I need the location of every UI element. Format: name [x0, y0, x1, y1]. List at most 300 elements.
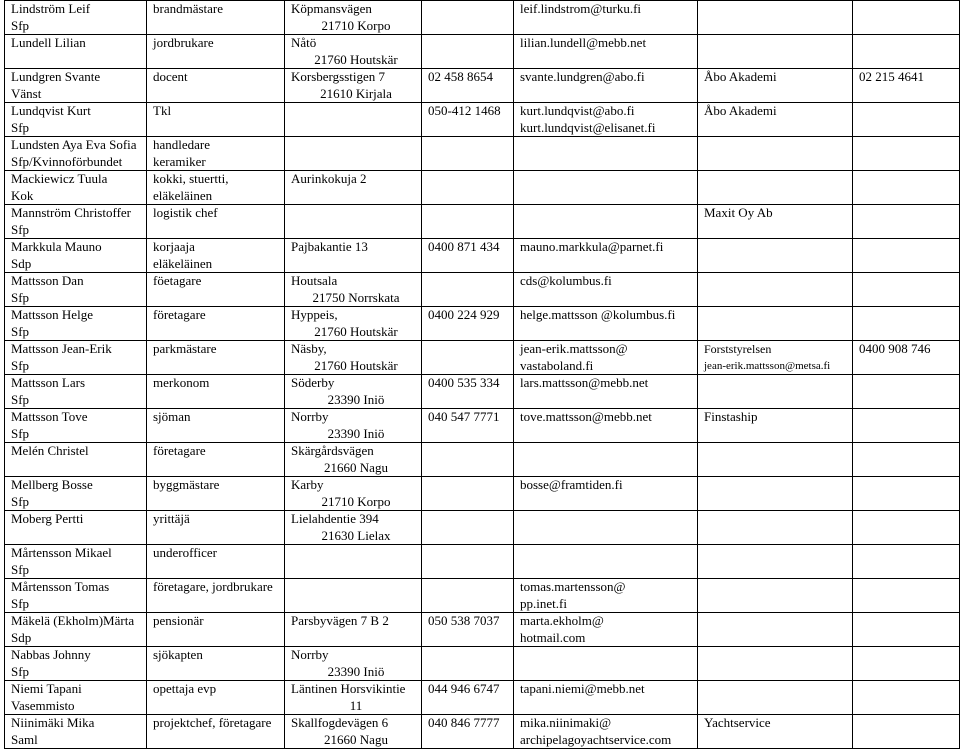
- phone-line: 050-412 1468: [428, 103, 501, 118]
- email-cell: [514, 613, 698, 647]
- member-name-line: Sfp: [11, 119, 30, 135]
- employer-cell: [698, 69, 853, 103]
- occupation-cell: [147, 103, 285, 137]
- work-phone-cell: [853, 1, 960, 35]
- member-name-line: Nabbas Johnny: [11, 647, 91, 662]
- table-row: [5, 137, 960, 171]
- address-line: 21760 Houtskär: [314, 357, 398, 373]
- phone-cell: [422, 273, 514, 307]
- email-cell: [514, 341, 698, 375]
- member-name-line: Mannström Christoffer: [11, 205, 131, 220]
- occupation-cell: [147, 681, 285, 715]
- address-cell: [285, 579, 422, 613]
- address-cell: [285, 613, 422, 647]
- table-row: [5, 715, 960, 749]
- member-name-cell: [5, 715, 147, 749]
- table-row: [5, 647, 960, 681]
- phone-cell: [422, 375, 514, 409]
- occupation-line: jordbrukare: [153, 35, 214, 50]
- employer-cell: [698, 545, 853, 579]
- member-name-line: Mäkelä (Ekholm)Märta: [11, 613, 135, 628]
- employer-cell: [698, 205, 853, 239]
- email-line[interactable]: pp.inet.fi: [520, 595, 567, 611]
- work-phone-cell: [853, 137, 960, 171]
- phone-cell: [422, 205, 514, 239]
- work-phone-cell: [853, 239, 960, 273]
- email-cell: [514, 273, 698, 307]
- occupation-line: föetagare: [153, 273, 202, 288]
- member-name-cell: [5, 579, 147, 613]
- table-row: [5, 375, 960, 409]
- email-line[interactable]: tapani.niemi@mebb.net: [520, 681, 645, 696]
- member-name-line: Melén Christel: [11, 443, 89, 458]
- member-name-line: Sfp: [11, 595, 30, 611]
- employer-cell: [698, 613, 853, 647]
- occupation-cell: [147, 545, 285, 579]
- phone-cell: [422, 171, 514, 205]
- email-cell: [514, 1, 698, 35]
- address-cell: [285, 511, 422, 545]
- address-line: Pajbakantie 13: [291, 239, 368, 254]
- email-line[interactable]: tomas.martensson@: [520, 579, 626, 594]
- occupation-cell: [147, 613, 285, 647]
- phone-line: 0400 224 929: [428, 307, 500, 322]
- email-cell: [514, 103, 698, 137]
- member-name-cell: [5, 409, 147, 443]
- work-phone-line: 02 215 4641: [859, 69, 924, 84]
- table-row: [5, 579, 960, 613]
- member-name-line: Lundgren Svante: [11, 69, 101, 84]
- occupation-cell: [147, 307, 285, 341]
- email-cell: [514, 443, 698, 477]
- work-phone-cell: [853, 69, 960, 103]
- phone-cell: [422, 137, 514, 171]
- employer-cell: [698, 1, 853, 35]
- email-line[interactable]: cds@kolumbus.fi: [520, 273, 612, 288]
- member-name-line: Markkula Mauno: [11, 239, 102, 254]
- email-cell: [514, 409, 698, 443]
- phone-cell: [422, 103, 514, 137]
- member-name-cell: [5, 69, 147, 103]
- member-name-cell: [5, 545, 147, 579]
- email-cell: [514, 69, 698, 103]
- phone-line: 0400 871 434: [428, 239, 500, 254]
- employer-cell: [698, 137, 853, 171]
- address-line: Skallfogdevägen 6: [291, 715, 389, 730]
- phone-cell: [422, 69, 514, 103]
- address-cell: [285, 375, 422, 409]
- address-line: 21610 Kirjala: [320, 85, 392, 101]
- email-cell: [514, 307, 698, 341]
- email-line[interactable]: jean-erik.mattsson@: [520, 341, 628, 356]
- occupation-line: parkmästare: [153, 341, 217, 356]
- phone-line: 050 538 7037: [428, 613, 500, 628]
- address-line: Skärgårdsvägen: [291, 443, 374, 458]
- member-name-line: Lundell Lilian: [11, 35, 86, 50]
- employer-cell: [698, 409, 853, 443]
- email-cell: [514, 545, 698, 579]
- occupation-line: byggmästare: [153, 477, 220, 492]
- member-name-cell: [5, 239, 147, 273]
- address-line: Hyppeis,: [291, 307, 338, 322]
- work-phone-cell: [853, 307, 960, 341]
- member-name-cell: [5, 137, 147, 171]
- member-name-cell: [5, 35, 147, 69]
- employer-cell: [698, 375, 853, 409]
- email-line[interactable]: tove.mattsson@mebb.net: [520, 409, 652, 424]
- member-name-line: Saml: [11, 731, 38, 747]
- employer-cell: [698, 307, 853, 341]
- phone-cell: [422, 579, 514, 613]
- address-cell: [285, 171, 422, 205]
- employer-cell: [698, 239, 853, 273]
- phone-line: 02 458 8654: [428, 69, 493, 84]
- address-line: 21710 Korpo: [321, 17, 391, 33]
- employer-line: Finstaship: [704, 409, 758, 424]
- phone-cell: [422, 545, 514, 579]
- address-line: Norrby: [291, 647, 329, 662]
- work-phone-cell: [853, 205, 960, 239]
- member-name-line: Sfp: [11, 493, 30, 509]
- email-cell: [514, 477, 698, 511]
- phone-cell: [422, 443, 514, 477]
- address-cell: [285, 443, 422, 477]
- occupation-line: sjökapten: [153, 647, 203, 662]
- work-phone-cell: [853, 35, 960, 69]
- table-row: [5, 511, 960, 545]
- member-name-line: Sfp: [11, 425, 30, 441]
- occupation-line: pensionär: [153, 613, 204, 628]
- address-cell: [285, 35, 422, 69]
- address-line: Aurinkokuja 2: [291, 171, 367, 186]
- address-cell: [285, 409, 422, 443]
- employer-cell: [698, 341, 853, 375]
- address-cell: [285, 545, 422, 579]
- address-cell: [285, 715, 422, 749]
- table-row: [5, 681, 960, 715]
- table-row: [5, 273, 960, 307]
- table-row: [5, 171, 960, 205]
- work-phone-cell: [853, 545, 960, 579]
- occupation-line: kokki, stuertti,: [153, 171, 229, 186]
- email-line[interactable]: marta.ekholm@: [520, 613, 604, 628]
- address-cell: [285, 681, 422, 715]
- address-line: 21760 Houtskär: [314, 51, 398, 67]
- table-row: [5, 205, 960, 239]
- occupation-cell: [147, 239, 285, 273]
- address-line: Korsbergsstigen 7: [291, 69, 386, 84]
- address-cell: [285, 205, 422, 239]
- employer-line: Maxit Oy Ab: [704, 205, 773, 220]
- member-name-line: Mattsson Jean-Erik: [11, 341, 112, 356]
- address-cell: [285, 69, 422, 103]
- email-line[interactable]: lilian.lundell@mebb.net: [520, 35, 647, 50]
- work-phone-cell: [853, 375, 960, 409]
- occupation-cell: [147, 171, 285, 205]
- occupation-cell: [147, 511, 285, 545]
- member-name-cell: [5, 307, 147, 341]
- occupation-cell: [147, 579, 285, 613]
- email-line[interactable]: mauno.markkula@parnet.fi: [520, 239, 664, 254]
- phone-line: 0400 535 334: [428, 375, 500, 390]
- member-name-cell: [5, 443, 147, 477]
- occupation-cell: [147, 137, 285, 171]
- work-phone-cell: [853, 613, 960, 647]
- email-cell: [514, 511, 698, 545]
- address-line: Houtsala: [291, 273, 338, 288]
- employer-cell: [698, 35, 853, 69]
- email-cell: [514, 579, 698, 613]
- address-line: 21760 Houtskär: [314, 323, 398, 339]
- work-phone-cell: [853, 511, 960, 545]
- table-row: [5, 409, 960, 443]
- occupation-line: docent: [153, 69, 188, 84]
- employer-cell: [698, 443, 853, 477]
- member-name-line: Moberg Pertti: [11, 511, 84, 526]
- work-phone-cell: [853, 477, 960, 511]
- occupation-line: företagare: [153, 307, 206, 322]
- phone-cell: [422, 647, 514, 681]
- email-cell: [514, 375, 698, 409]
- address-cell: [285, 341, 422, 375]
- occupation-line: korjaaja: [153, 239, 195, 254]
- email-line[interactable]: kurt.lundqvist@elisanet.fi: [520, 119, 656, 135]
- address-cell: [285, 307, 422, 341]
- email-cell: [514, 681, 698, 715]
- employer-line: jean-erik.mattsson@metsa.fi: [704, 359, 831, 372]
- phone-line: 044 946 6747: [428, 681, 500, 696]
- occupation-line: eläkeläinen: [153, 255, 213, 271]
- address-line: Norrby: [291, 409, 329, 424]
- phone-cell: [422, 239, 514, 273]
- member-name-line: Sfp: [11, 17, 30, 33]
- member-name-cell: [5, 103, 147, 137]
- address-line: 21630 Lielax: [321, 527, 391, 543]
- member-name-line: Vasemmisto: [11, 697, 75, 713]
- employer-cell: [698, 647, 853, 681]
- work-phone-cell: [853, 579, 960, 613]
- table-row: [5, 1, 960, 35]
- member-name-cell: [5, 205, 147, 239]
- address-line: 23390 Iniö: [327, 663, 385, 679]
- occupation-cell: [147, 477, 285, 511]
- member-name-line: Mattsson Dan: [11, 273, 84, 288]
- occupation-cell: [147, 273, 285, 307]
- member-name-cell: [5, 375, 147, 409]
- occupation-line: logistik chef: [153, 205, 218, 220]
- work-phone-cell: [853, 647, 960, 681]
- work-phone-cell: [853, 681, 960, 715]
- phone-cell: [422, 409, 514, 443]
- address-cell: [285, 103, 422, 137]
- occupation-line: Tkl: [153, 103, 172, 118]
- work-phone-cell: [853, 443, 960, 477]
- table-row: [5, 239, 960, 273]
- email-cell: [514, 35, 698, 69]
- work-phone-cell: [853, 409, 960, 443]
- address-line: Lielahdentie 394: [291, 511, 379, 526]
- email-line[interactable]: leif.lindstrom@turku.fi: [520, 1, 642, 16]
- employer-cell: [698, 103, 853, 137]
- employer-cell: [698, 715, 853, 749]
- occupation-cell: [147, 647, 285, 681]
- email-line[interactable]: vastaboland.fi: [520, 357, 594, 373]
- member-name-line: Lindström Leif: [11, 1, 91, 16]
- address-line: 21660 Nagu: [324, 459, 388, 475]
- address-line: Nåtö: [291, 35, 317, 50]
- work-phone-line: 0400 908 746: [859, 341, 931, 356]
- address-line: Parsbyvägen 7 B 2: [291, 613, 389, 628]
- member-name-line: Mattsson Lars: [11, 375, 86, 390]
- member-name-cell: [5, 341, 147, 375]
- employer-cell: [698, 273, 853, 307]
- address-cell: [285, 647, 422, 681]
- phone-line: 040 547 7771: [428, 409, 500, 424]
- occupation-line: företagare, jordbrukare: [153, 579, 273, 594]
- work-phone-cell: [853, 273, 960, 307]
- member-name-line: Lundqvist Kurt: [11, 103, 91, 118]
- occupation-line: företagare: [153, 443, 206, 458]
- phone-cell: [422, 715, 514, 749]
- address-cell: [285, 239, 422, 273]
- email-cell: [514, 171, 698, 205]
- phone-line: 040 846 7777: [428, 715, 500, 730]
- email-line[interactable]: lars.mattsson@mebb.net: [520, 375, 649, 390]
- email-cell: [514, 137, 698, 171]
- member-name-line: Niemi Tapani: [11, 681, 82, 696]
- member-name-line: Sfp: [11, 323, 30, 339]
- member-name-cell: [5, 511, 147, 545]
- member-name-line: Sfp: [11, 391, 30, 407]
- occupation-line: handledare: [153, 137, 211, 152]
- email-line[interactable]: hotmail.com: [520, 629, 586, 645]
- occupation-line: yrittäjä: [153, 511, 190, 526]
- email-cell: [514, 647, 698, 681]
- member-name-cell: [5, 273, 147, 307]
- email-line[interactable]: kurt.lundqvist@abo.fi: [520, 103, 635, 118]
- table-row: [5, 545, 960, 579]
- email-line[interactable]: bosse@framtiden.fi: [520, 477, 623, 492]
- member-name-line: Mattsson Helge: [11, 307, 93, 322]
- email-cell: [514, 205, 698, 239]
- member-name-line: Niinimäki Mika: [11, 715, 95, 730]
- phone-cell: [422, 681, 514, 715]
- occupation-cell: [147, 375, 285, 409]
- member-name-cell: [5, 1, 147, 35]
- member-name-cell: [5, 477, 147, 511]
- address-cell: [285, 273, 422, 307]
- address-line: 23390 Iniö: [327, 425, 385, 441]
- work-phone-cell: [853, 341, 960, 375]
- member-name-line: Mackiewicz Tuula: [11, 171, 108, 186]
- member-name-cell: [5, 681, 147, 715]
- address-line: Karby: [291, 477, 324, 492]
- employer-cell: [698, 477, 853, 511]
- employer-cell: [698, 171, 853, 205]
- member-name-line: Lundsten Aya Eva Sofia: [11, 137, 137, 152]
- occupation-line: underofficer: [153, 545, 218, 560]
- address-line: 21710 Korpo: [321, 493, 391, 509]
- table-row: [5, 477, 960, 511]
- address-line: Söderby: [291, 375, 335, 390]
- address-line: 11: [349, 697, 363, 713]
- occupation-line: brandmästare: [153, 1, 224, 16]
- occupation-cell: [147, 35, 285, 69]
- address-line: Läntinen Horsvikintie: [291, 681, 406, 696]
- email-line[interactable]: svante.lundgren@abo.fi: [520, 69, 645, 84]
- member-name-line: Sdp: [11, 629, 32, 645]
- occupation-line: opettaja evp: [153, 681, 217, 696]
- member-name-line: Sfp: [11, 221, 30, 237]
- employer-cell: [698, 681, 853, 715]
- employer-line: Åbo Akademi: [704, 69, 777, 84]
- table-row: [5, 341, 960, 375]
- occupation-line: keramiker: [153, 153, 206, 169]
- table-row: [5, 35, 960, 69]
- employer-cell: [698, 579, 853, 613]
- occupation-line: projektchef, företagare: [153, 715, 272, 730]
- phone-cell: [422, 341, 514, 375]
- work-phone-cell: [853, 715, 960, 749]
- occupation-cell: [147, 341, 285, 375]
- email-line[interactable]: helge.mattsson @kolumbus.fi: [520, 307, 676, 322]
- address-line: Näsby,: [291, 341, 327, 356]
- occupation-line: eläkeläinen: [153, 187, 213, 203]
- occupation-cell: [147, 715, 285, 749]
- member-name-line: Mårtensson Mikael: [11, 545, 112, 560]
- member-name-line: Sfp: [11, 561, 30, 577]
- member-name-cell: [5, 613, 147, 647]
- occupation-line: sjöman: [153, 409, 191, 424]
- member-name-line: Sfp: [11, 357, 30, 373]
- email-line[interactable]: mika.niinimaki@: [520, 715, 612, 730]
- table-row: [5, 103, 960, 137]
- phone-cell: [422, 613, 514, 647]
- email-cell: [514, 239, 698, 273]
- phone-cell: [422, 511, 514, 545]
- employer-cell: [698, 511, 853, 545]
- table-row: [5, 443, 960, 477]
- employer-line: Forststyrelsen: [704, 342, 772, 356]
- employer-line: Åbo Akademi: [704, 103, 777, 118]
- table-row: [5, 307, 960, 341]
- member-directory-table: [4, 0, 960, 749]
- address-cell: [285, 1, 422, 35]
- work-phone-cell: [853, 171, 960, 205]
- occupation-cell: [147, 69, 285, 103]
- email-line[interactable]: archipelagoyachtservice.com: [520, 731, 672, 747]
- address-cell: [285, 137, 422, 171]
- address-cell: [285, 477, 422, 511]
- address-line: Köpmansvägen: [291, 1, 372, 16]
- phone-cell: [422, 307, 514, 341]
- work-phone-cell: [853, 103, 960, 137]
- table-row: [5, 613, 960, 647]
- address-line: 23390 Iniö: [327, 391, 385, 407]
- occupation-line: merkonom: [153, 375, 210, 390]
- directory-rows: [5, 1, 960, 749]
- member-name-line: Sdp: [11, 255, 32, 271]
- occupation-cell: [147, 1, 285, 35]
- occupation-cell: [147, 443, 285, 477]
- member-name-line: Sfp/Kvinnoförbundet: [11, 153, 123, 169]
- member-name-line: Sfp: [11, 663, 30, 679]
- occupation-cell: [147, 205, 285, 239]
- member-name-line: Vänst: [11, 85, 42, 101]
- occupation-cell: [147, 409, 285, 443]
- email-cell: [514, 715, 698, 749]
- member-name-line: Mårtensson Tomas: [11, 579, 110, 594]
